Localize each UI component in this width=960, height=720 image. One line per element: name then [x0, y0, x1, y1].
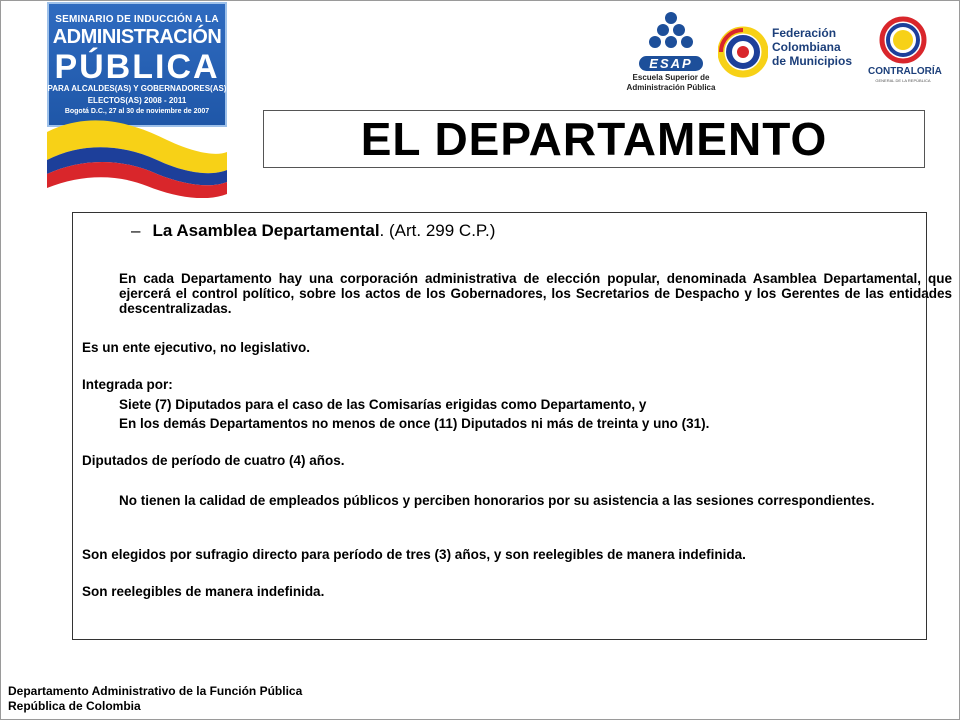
seminar-logo-line2: ADMINISTRACIÓN [52, 26, 222, 48]
heading-dash: – [131, 221, 141, 240]
seminar-logo [47, 2, 227, 198]
seminar-logo-line1: SEMINARIO DE INDUCCIÓN A LA [55, 14, 219, 25]
section-heading [131, 221, 495, 241]
heading-bold-text: La Asamblea Departamental [152, 221, 380, 240]
paragraph-composition: Integrada por: [82, 377, 173, 392]
fcm-logo [718, 24, 853, 84]
institution-logos [606, 10, 940, 96]
heading-reference: . (Art. 299 C.P.) [379, 221, 496, 240]
title-box [263, 110, 925, 168]
fcm-line2: Colombiana [772, 40, 841, 54]
esap-caption-line1: Escuela Superior de [632, 73, 710, 82]
colombia-flag-icon [47, 112, 227, 198]
esap-wordmark: ESAP [639, 56, 703, 71]
seminar-logo-line3: PÚBLICA [54, 48, 220, 86]
esap-logo [616, 10, 726, 96]
composition-item-1: Siete (7) Diputados para el caso de las Comisarías erigidas como Departamento, y [119, 397, 647, 412]
fcm-line1: Federación [772, 26, 837, 40]
contraloria-emblem-icon [868, 16, 938, 64]
paragraph-reelection: Son reelegibles de manera indefinida. [82, 584, 325, 599]
seminar-logo-line4: PARA ALCALDES(AS) Y GOBERNADORES(AS) [47, 84, 227, 93]
fcm-name [772, 26, 852, 68]
contraloria-name: CONTRALORÍA [868, 66, 942, 77]
paragraph-nature: Es un ente ejecutivo, no legislativo. [82, 340, 311, 355]
footer-line1: Departamento Administrativo de la Función Pública [8, 684, 303, 698]
contraloria-subtitle: GENERAL DE LA REPÚBLICA [875, 78, 931, 83]
paragraph-definition: En cada Departamento hay una corporación administrativa de elección popular, denominada Asamblea Departamental, que ejercerá el control político, sobre los actos de los Gobernadores, los Secretarios de Despacho y los Gerentes de las entidades descentralizadas. [119, 271, 952, 316]
fcm-swirl-icon [718, 24, 768, 80]
contraloria-logo [868, 16, 942, 96]
footer-line2: República de Colombia [8, 699, 141, 713]
footer [8, 684, 302, 714]
paragraph-term: Diputados de período de cuatro (4) años. [82, 453, 345, 468]
slide-title: EL DEPARTAMENTO [360, 113, 828, 165]
seminar-logo-line5: ELECTOS(AS) 2008 - 2011 [87, 96, 187, 105]
paragraph-election: Son elegidos por sufragio directo para período de tres (3) años, y son reelegibles de manera indefinida. [82, 547, 746, 562]
composition-item-2: En los demás Departamentos no menos de once (11) Diputados ni más de treinta y uno (31). [119, 416, 710, 431]
paragraph-status: No tienen la calidad de empleados públicos y perciben honorarios por su asistencia a las sesiones correspondientes. [119, 493, 875, 508]
seminar-logo-line6: Bogotá D.C., 27 al 30 de noviembre de 2007 [64, 108, 210, 115]
esap-caption-line2: Administración Pública [626, 83, 716, 92]
content-box [72, 212, 952, 640]
fcm-line3: de Municipios [772, 54, 853, 68]
